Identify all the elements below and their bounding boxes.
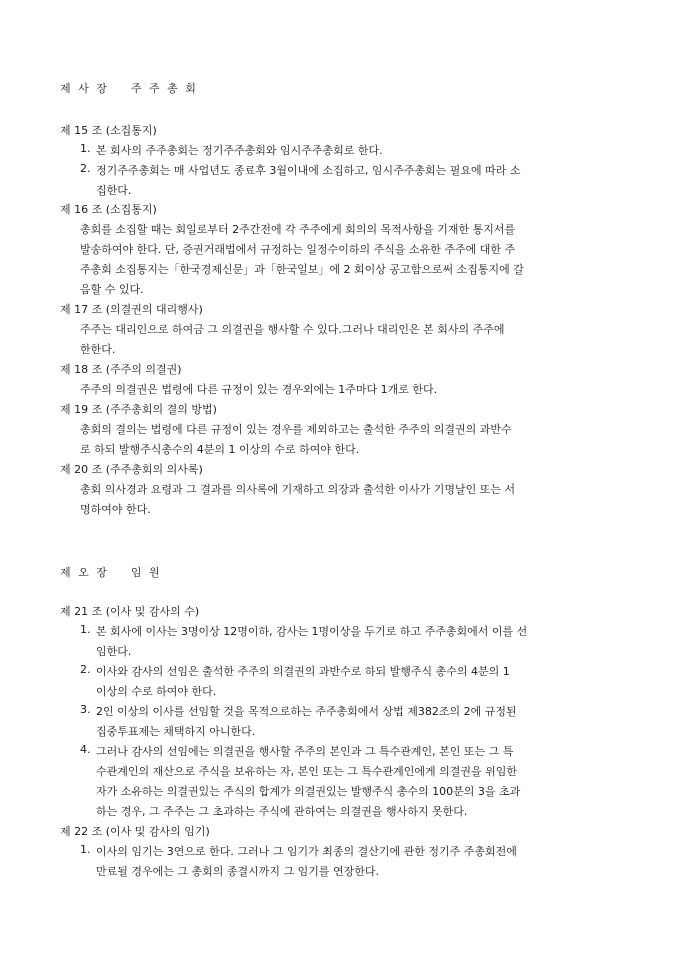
article-text: 명하여야 한다. (80, 503, 151, 516)
chapter-heading (60, 80, 198, 96)
chapter-label: 제 오 장 (60, 566, 109, 579)
chapter-title: 주 주 총 회 (130, 82, 198, 95)
item-text: 하는 경우, 그 주주는 그 초과하는 주식에 관하여는 의결권을 행사하지 못한다. (96, 805, 468, 818)
item-text: 이사와 감사의 선임은 출석한 주주의 의결권의 과반수로 하되 발행주식 총수의 4분의 1 (96, 665, 510, 678)
article-heading: 제 22 조 (이사 및 감사의 임기) (60, 825, 210, 838)
item-number: 1. (80, 142, 91, 155)
article-heading: 제 17 조 (의결권의 대리행사) (60, 303, 203, 316)
item-text: 이사의 임기는 3연으로 한다. 그러나 그 임기가 최종의 결산기에 관한 정기주 주총회전에 (96, 845, 517, 858)
item-text: 이상의 수로 하여야 한다. (96, 685, 217, 698)
item-number: 2. (80, 162, 91, 175)
article-text: 주총회 소집통지는「한국경제신문」과「한국일보」에 2 회이상 공고함으로써 소집통지에 갈 (80, 263, 524, 276)
item-number: 1. (80, 843, 91, 856)
article-heading: 제 19 조 (주주총회의 결의 방법) (60, 403, 217, 416)
article-heading: 제 15 조 (소집통지) (60, 124, 157, 137)
item-text: 본 회사의 주주총회는 정기주주총회와 임시주주총회로 한다. (96, 144, 383, 157)
article-text: 주주의 의결권은 법령에 다른 규정이 있는 경우외에는 1주마다 1개로 한다. (80, 383, 438, 396)
article-text: 총회를 소집할 때는 회일로부터 2주간전에 각 주주에게 회의의 목적사항을 기재한 통지서를 (80, 223, 516, 236)
item-text: 그러나 감사의 선임에는 의결권을 행사할 주주의 본인과 그 특수관계인, 본인 또는 그 특 (96, 745, 514, 758)
item-number: 1. (80, 623, 91, 636)
article-heading: 제 18 조 (주주의 의결권) (60, 363, 182, 376)
article-heading: 제 16 조 (소집통지) (60, 203, 157, 216)
item-text: 본 회사에 이사는 3명이상 12명이하, 감사는 1명이상을 두기로 하고 주주총회에서 이를 선 (96, 625, 528, 638)
article-text: 로 하되 발행주식총수의 4분의 1 이상의 수로 하여야 한다. (80, 443, 360, 456)
article-text: 발송하여야 한다. 단, 증권거래법에서 규정하는 일정수이하의 주식을 소유한 주주에 대한 주 (80, 243, 516, 256)
article-text: 총회의 결의는 법령에 다른 규정이 있는 경우를 제외하고는 출석한 주주의 의결권의 과반수 (80, 423, 512, 436)
article-text: 총회 의사경과 요령과 그 결과를 의사록에 기재하고 의장과 출석한 이사가 기명날인 또는 서 (80, 483, 516, 496)
chapter-title: 임 원 (130, 566, 162, 579)
item-number: 4. (80, 743, 91, 756)
article-text: 음할 수 있다. (80, 283, 144, 296)
item-text: 집한다. (96, 184, 132, 197)
item-number: 2. (80, 663, 91, 676)
item-text: 자가 소유하는 의결권있는 주식의 합계가 의결권있는 발행주식 총수의 100분의 3을 초과 (96, 785, 521, 798)
item-text: 정기주주총회는 매 사업년도 종료후 3월이내에 소집하고, 임시주주총회는 필요에 따라 소 (96, 164, 521, 177)
item-number: 3. (80, 703, 91, 716)
article-text: 주주는 대리인으로 하여금 그 의결권을 행사할 수 있다.그러나 대리인은 본 회사의 주주에 (80, 323, 505, 336)
item-text: 2인 이상의 이사를 선임할 것을 목적으로하는 주주총회에서 상법 제382조의 2에 규정된 (96, 705, 517, 718)
chapter-heading (60, 564, 162, 580)
article-heading: 제 21 조 (이사 및 감사의 수) (60, 605, 200, 618)
article-heading: 제 20 조 (주주총회의 의사록) (60, 463, 203, 476)
article-text: 한한다. (80, 343, 116, 356)
chapter-label: 제 사 장 (60, 82, 109, 95)
item-text: 수관계인의 재산으로 주식을 보유하는 자, 본인 또는 그 특수관계인에게 의결권을 위임한 (96, 765, 517, 778)
item-text: 만료될 경우에는 그 총회의 종결시까지 그 임기를 연장한다. (96, 865, 379, 878)
item-text: 집중투표제는 채택하지 아니한다. (96, 725, 256, 738)
item-text: 임한다. (96, 645, 132, 658)
